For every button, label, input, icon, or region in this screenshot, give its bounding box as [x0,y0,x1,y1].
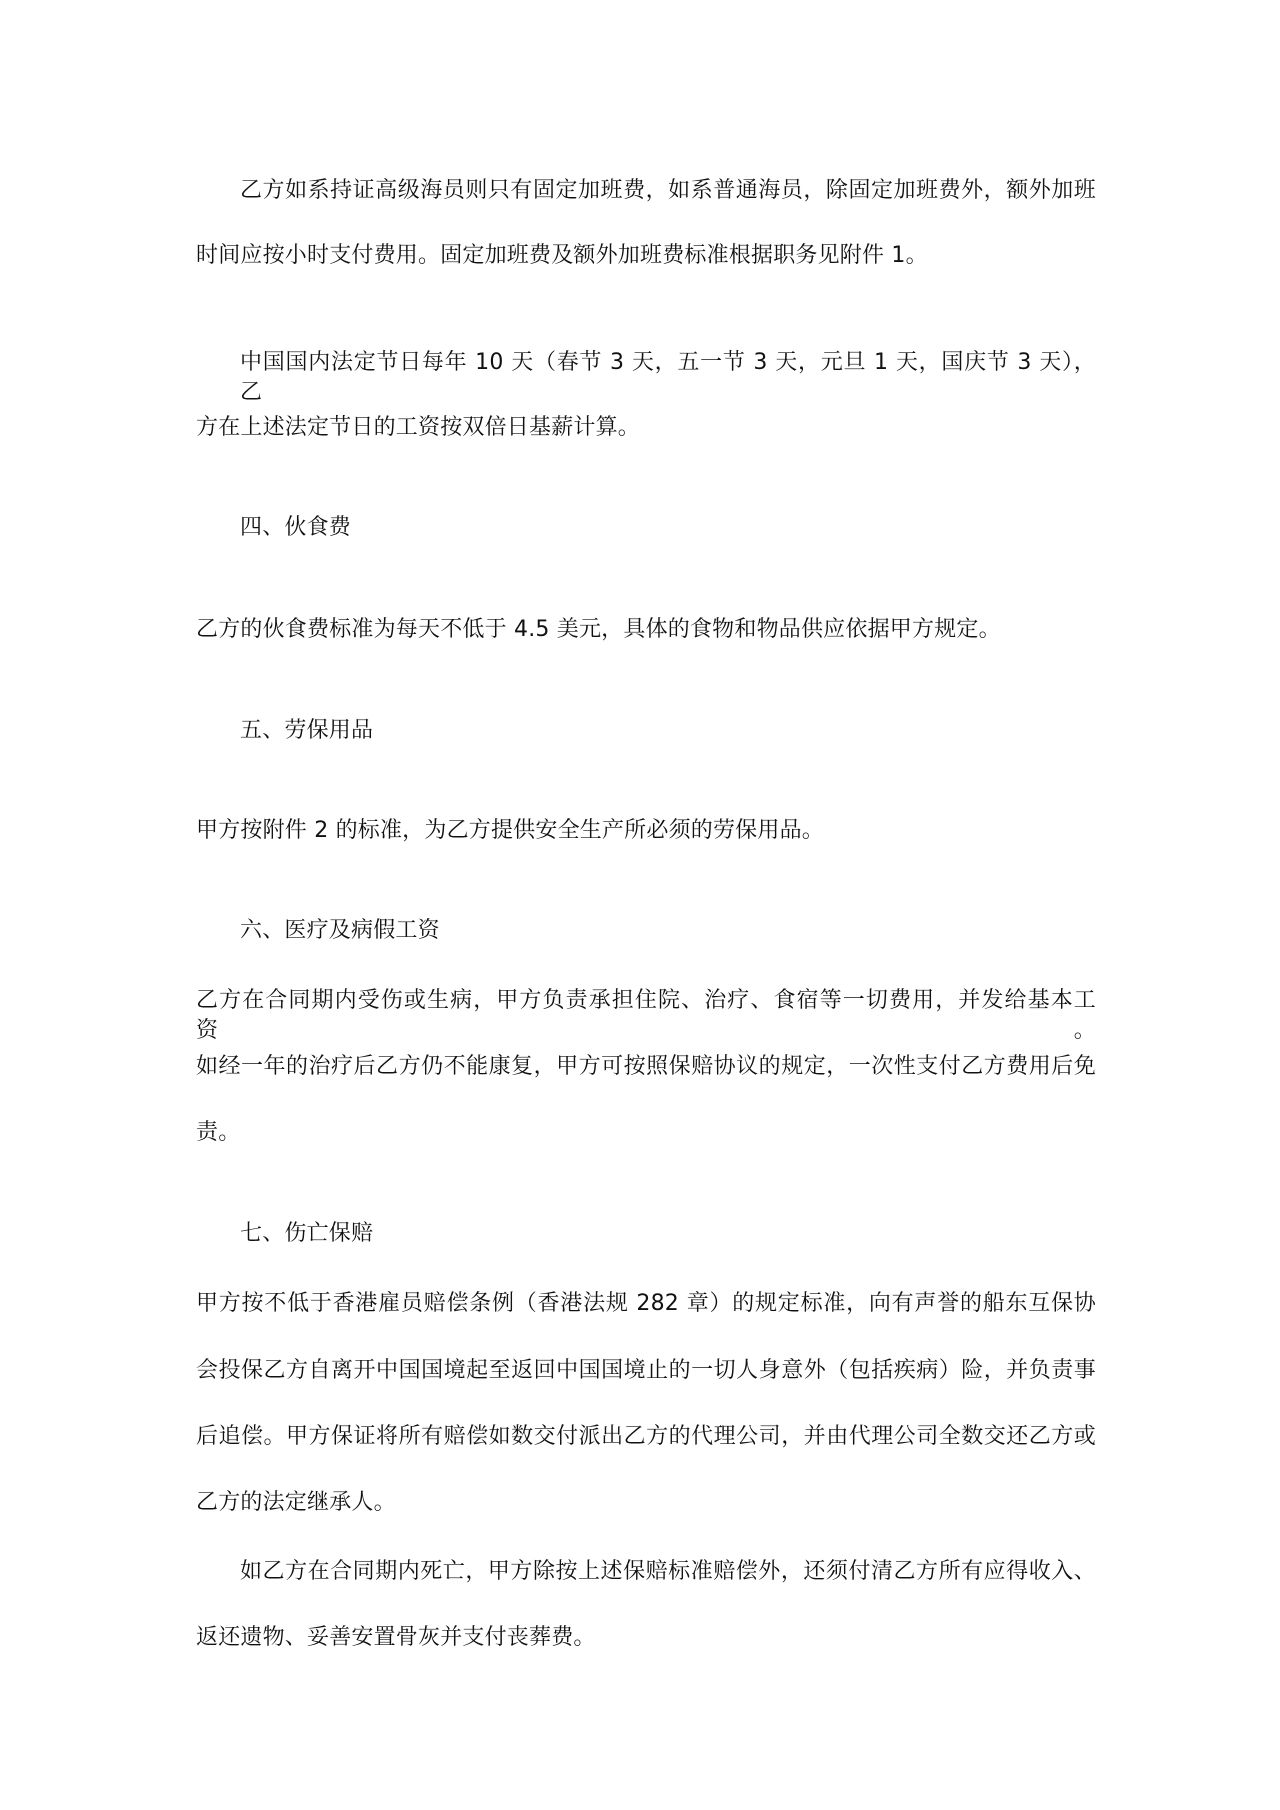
paragraph-medical-line-1: 乙方在合同期内受伤或生病，甲方负责承担住院、治疗、食宿等一切费用，并发给基本工资。 [196,988,1096,1043]
paragraph-holidays-line-2: 方在上述法定节日的工资按双倍日基薪计算。 [196,415,641,440]
paragraph-death-line-1: 如乙方在合同期内死亡，甲方除按上述保赔标准赔偿外，还须付清乙方所有应得收入、 [240,1559,1096,1584]
paragraph-overtime-line-2: 时间应按小时支付费用。固定加班费及额外加班费标准根据职务见附件 1。 [196,243,928,268]
paragraph-protective-gear: 甲方按附件 2 的标准，为乙方提供安全生产所必须的劳保用品。 [196,818,824,843]
paragraph-death-line-2: 返还遗物、妥善安置骨灰并支付丧葬费。 [196,1625,596,1650]
paragraph-injury-line-1: 甲方按不低于香港雇员赔偿条例（香港法规 282 章）的规定标准，向有声誉的船东互保协 [196,1291,1096,1316]
paragraph-injury-line-3: 后追偿。甲方保证将所有赔偿如数交付派出乙方的代理公司，并由代理公司全数交还乙方或 [196,1424,1096,1449]
section-heading-meals: 四、伙食费 [240,515,352,540]
paragraph-medical-line-2: 如经一年的治疗后乙方仍不能康复，甲方可按照保赔协议的规定，一次性支付乙方费用后免 [196,1054,1096,1079]
paragraph-overtime-line-1: 乙方如系持证高级海员则只有固定加班费，如系普通海员，除固定加班费外，额外加班 [240,178,1096,203]
paragraph-meals: 乙方的伙食费标准为每天不低于 4.5 美元，具体的食物和物品供应依据甲方规定。 [196,617,1001,642]
section-heading-medical: 六、医疗及病假工资 [240,918,440,943]
paragraph-injury-line-4: 乙方的法定继承人。 [196,1490,396,1515]
section-heading-injury-death: 七、伤亡保赔 [240,1221,374,1246]
paragraph-injury-line-2: 会投保乙方自离开中国国境起至返回中国国境止的一切人身意外（包括疾病）险，并负责事 [196,1358,1096,1383]
paragraph-holidays-line-1: 中国国内法定节日每年 10 天（春节 3 天，五一节 3 天，元旦 1 天，国庆节 3 天），乙 [240,350,1096,405]
section-heading-protective-gear: 五、劳保用品 [240,718,374,743]
paragraph-medical-line-3: 责。 [196,1120,241,1145]
